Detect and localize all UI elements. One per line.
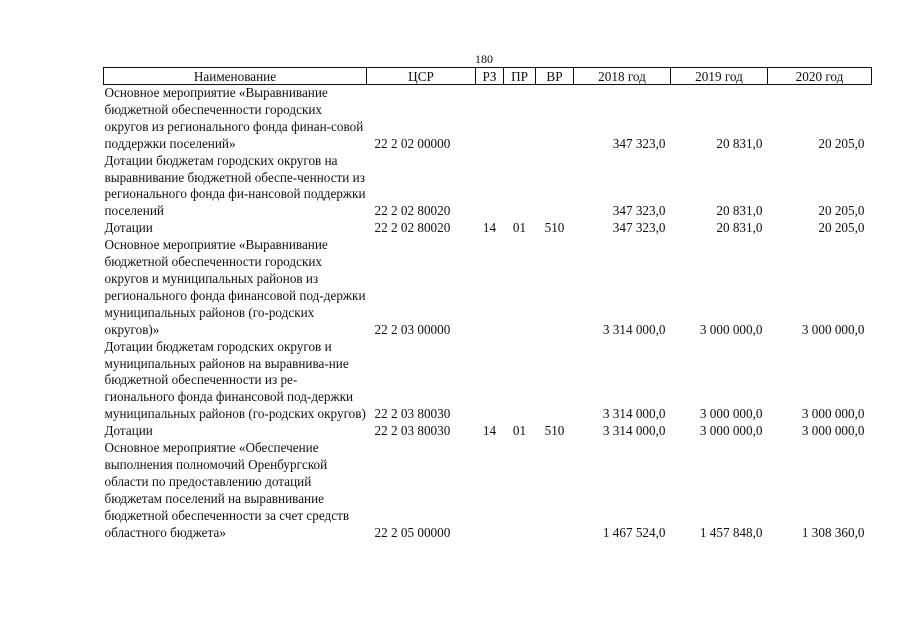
column-header-2018: 2018 год [574,68,671,85]
row-pr: 01 [512,423,527,439]
column-header-pr: ПР [504,68,536,85]
row-vr [536,85,574,153]
row-csr: 22 2 02 80020 [374,203,451,219]
row-rz [476,153,504,221]
row-2019: 3 000 000,0 [699,406,763,422]
row-rz [476,85,504,153]
page-number: 180 [475,52,493,66]
table-row [104,440,872,541]
row-rz: 14 [482,423,497,439]
row-2020: 20 205,0 [818,135,865,151]
row-2020: 3 000 000,0 [801,423,865,439]
row-rz: 14 [482,220,497,236]
row-2020: 20 205,0 [818,203,865,219]
table-row [104,153,872,221]
row-vr [536,339,574,424]
row-csr: 22 2 02 80020 [374,220,451,236]
row-2018: 1 467 524,0 [602,524,666,540]
row-2019: 1 457 848,0 [699,524,763,540]
row-2018: 3 314 000,0 [602,423,666,439]
row-vr [536,440,574,541]
row-2019: 20 831,0 [716,203,763,219]
row-2019: 3 000 000,0 [699,321,763,337]
row-name: Дотации [104,423,153,439]
row-2020: 3 000 000,0 [801,406,865,422]
row-2019: 20 831,0 [716,220,763,236]
table-row [104,220,872,237]
row-2019: 20 831,0 [716,135,763,151]
row-pr [504,153,536,221]
table-row [104,237,872,338]
row-2018: 347 323,0 [612,203,666,219]
header-row [104,68,872,85]
row-2020: 20 205,0 [818,220,865,236]
table-body [104,85,872,542]
row-pr: 01 [512,220,527,236]
column-header-2020: 2020 год [768,68,872,85]
row-name: Основное мероприятие «Выравнивание бюджетной обеспеченности городских округов и муниципальных районов из регионального фонда финансовой под-держки муниципальных районов (го-родских округов)» [104,237,366,337]
row-2018: 3 314 000,0 [602,321,666,337]
row-vr: 510 [544,423,565,439]
row-name: Основное мероприятие «Выравнивание бюджетной обеспеченности городских округов из регионального фонда финан-совой поддержки поселений» [104,85,364,151]
row-pr [504,339,536,424]
row-name: Дотации бюджетам городских округов на выравнивание бюджетной обеспе-ченности из регионального фонда фи-нансовой поддержки поселений [104,152,366,219]
row-2018: 3 314 000,0 [602,406,666,422]
table-row [104,423,872,440]
row-vr [536,237,574,338]
row-2020: 3 000 000,0 [801,321,865,337]
row-name: Дотации бюджетам городских округов и муниципальных районов на выравнива-ние бюджетной обеспеченности из ре-гионального фонда финансовой под-держки муниципальных районов (го-родских округов) [104,338,366,422]
row-pr [504,237,536,338]
row-2020: 1 308 360,0 [801,524,865,540]
row-csr: 22 2 03 80030 [374,406,451,422]
row-csr: 22 2 02 00000 [374,135,451,151]
row-pr [504,440,536,541]
table-header [104,68,872,85]
row-name: Основное мероприятие «Обеспечение выполнения полномочий Оренбургской области по предоставлению дотаций бюджетам поселений на выравнивание бюджетной обеспеченности за счет средств областного бюджета» [104,440,350,540]
row-rz [476,339,504,424]
row-csr: 22 2 05 00000 [374,524,451,540]
row-csr: 22 2 03 00000 [374,321,451,337]
table-row [104,339,872,424]
column-header-name: Наименование [104,68,367,85]
row-csr: 22 2 03 80030 [374,423,451,439]
row-2019: 3 000 000,0 [699,423,763,439]
table-row [104,85,872,153]
column-header-2019: 2019 год [671,68,768,85]
budget-table [103,67,872,541]
row-pr [504,85,536,153]
column-header-rz: РЗ [476,68,504,85]
column-header-csr: ЦСР [367,68,476,85]
row-2018: 347 323,0 [612,220,666,236]
row-rz [476,237,504,338]
row-name: Дотации [104,220,153,236]
row-vr: 510 [544,220,565,236]
column-header-vr: ВР [536,68,574,85]
row-vr [536,153,574,221]
row-2018: 347 323,0 [612,135,666,151]
row-rz [476,440,504,541]
